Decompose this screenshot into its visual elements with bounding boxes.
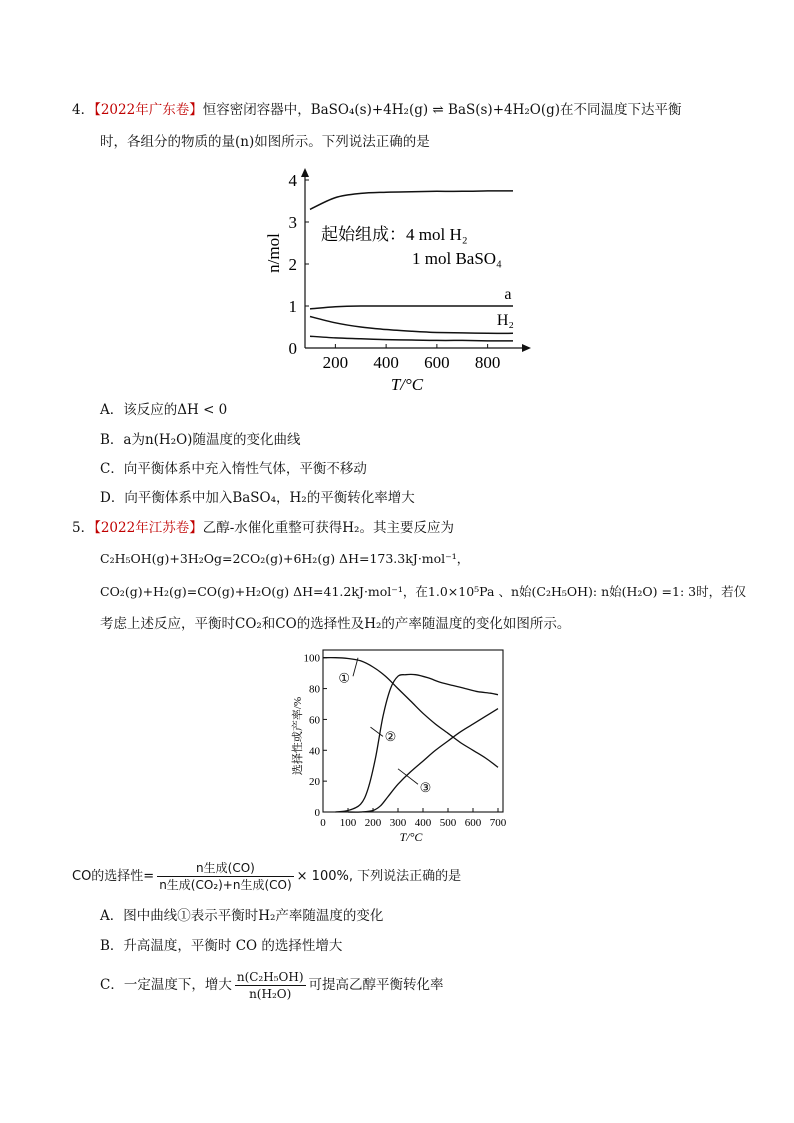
q5-option-b (100, 936, 342, 956)
series-line-bottom (310, 336, 513, 341)
x-tick-label: 400 (414, 817, 432, 829)
q4-option-b (100, 430, 300, 450)
y-axis-label: n/mol (264, 233, 283, 273)
x-tick-label: 400 (373, 353, 399, 372)
q4-line1 (72, 100, 682, 120)
x-tick-label: 800 (474, 353, 501, 372)
series-label-h2: H₂ (496, 311, 514, 329)
series-line-top (310, 191, 513, 210)
y-tick-label: 3 (288, 213, 297, 232)
series-label-3: ③ (419, 779, 432, 795)
series-label-a: a (504, 285, 512, 303)
y-tick-label: 4 (288, 171, 297, 190)
q5-chart (285, 645, 515, 845)
q5-eq2-line (100, 582, 746, 602)
x-axis-arrow (522, 344, 531, 352)
q5-option-c-text-b: 可提高乙醇平衡转化率 (308, 977, 444, 993)
q5-line1 (72, 518, 454, 538)
x-tick-label: 300 (389, 817, 407, 829)
q5-option-c-label: C． (100, 977, 124, 993)
q5-selectivity-prefix: CO的选择性= (72, 869, 155, 884)
q4-option-c-text: 向平衡体系中充入惰性气体，平衡不移动 (123, 461, 367, 477)
q4-option-a-text: 该反应的ΔH < 0 (123, 402, 228, 418)
q5-eq2: CO₂(g)+H₂(g)=CO(g)+H₂O(g) ΔH=41.2kJ·mol⁻¹ (100, 584, 403, 599)
q4-source: 【2022年广东卷】 (94, 102, 203, 118)
q5-stem: 乙醇-水催化重整可获得H₂。其主要反应为 (202, 520, 454, 536)
annotation-line2: 1 mol BaSO₄ (412, 249, 502, 268)
q5-frac-num: n生成(CO) (157, 860, 293, 877)
q5-option-a-label: A． (100, 908, 124, 924)
q5-frac-den: n生成(CO₂)+n生成(CO) (159, 878, 292, 892)
y-tick-label: 0 (314, 807, 320, 819)
q4-option-d-label: D． (100, 490, 125, 506)
q5-number: 5． (72, 520, 95, 536)
q4-stem-a: 恒容密闭容器中， (202, 102, 311, 118)
q5-option-c-fraction (235, 969, 306, 1002)
q4-option-a (100, 400, 227, 420)
q4-option-c (100, 459, 367, 479)
q4-stem-b: 在不同温度下达平衡 (560, 102, 682, 118)
q5-selectivity-fraction (157, 860, 293, 893)
q4-option-c-label: C． (100, 461, 124, 477)
q5-option-c-frac-den: n(H₂O) (249, 987, 292, 1001)
series-line-H2 (310, 317, 513, 334)
series-line-a (310, 306, 513, 309)
x-axis-label: T/°C (390, 375, 424, 392)
y-tick-label: 20 (309, 776, 320, 789)
q5-option-b-label: B． (100, 938, 124, 954)
x-tick-label: 600 (424, 353, 450, 372)
q4-number: 4． (72, 102, 95, 118)
y-axis-label: 选择性或产率/% (292, 696, 304, 776)
y-tick-label: 1 (288, 297, 297, 316)
q4-reaction: BaSO₄(s)+4H₂(g) ⇌ BaS(s)+4H₂O(g) (310, 102, 561, 118)
q4-option-d (100, 488, 415, 508)
y-tick-label: 40 (309, 745, 320, 758)
y-tick-label: 100 (303, 652, 320, 665)
x-tick-label: 200 (322, 353, 349, 372)
q5-source: 【2022年江苏卷】 (94, 520, 203, 536)
annotation-line1: 起始组成：4 mol H₂ (321, 225, 468, 244)
q4-option-d-text: 向平衡体系中加入BaSO₄，H₂的平衡转化率增大 (124, 490, 415, 506)
y-tick-label: 0 (288, 339, 297, 358)
q5-selectivity-suffix: × 100%, 下列说法正确的是 (296, 869, 462, 884)
q4-stem-line2: 时，各组分的物质的量(n)如图所示。下列说法正确的是 (100, 134, 430, 150)
y-axis-arrow (301, 168, 309, 177)
q5-option-c (100, 966, 444, 1004)
q5-option-c-frac-num: n(C₂H₅OH) (236, 970, 304, 984)
series-label-1: ① (338, 670, 351, 686)
q5-option-b-text: 升高温度，平衡时 CO 的选择性增大 (123, 938, 343, 954)
x-tick-label: 600 (464, 817, 482, 829)
q4-option-b-text: a为n(H₂O)随温度的变化曲线 (123, 432, 301, 448)
series-line-② (336, 674, 499, 812)
y-tick-label: 60 (309, 714, 320, 727)
q4-option-a-label: A． (100, 402, 124, 418)
x-tick-label: 0 (320, 817, 326, 829)
q5-line-after: 考虑上述反应，平衡时CO₂和CO的选择性及H₂的产率随温度的变化如图所示。 (100, 616, 571, 632)
q5-option-c-text-a: 一定温度下，增大 (123, 977, 232, 993)
q4-option-b-label: B． (100, 432, 124, 448)
q4-chart-labels (264, 171, 514, 392)
x-tick-label: 200 (364, 817, 382, 829)
x-tick-label: 500 (439, 817, 457, 829)
y-tick-label: 80 (309, 683, 320, 696)
x-axis-label: T/°C (399, 830, 423, 844)
x-tick-label: 100 (339, 817, 357, 829)
q5-selectivity-line (72, 858, 461, 896)
series-line-③ (348, 709, 498, 813)
y-tick-label: 2 (288, 255, 297, 274)
x-tick-label: 700 (489, 817, 507, 829)
q5-option-a-text: 图中曲线①表示平衡时H₂产率随温度的变化 (123, 908, 384, 924)
q4-chart (255, 160, 555, 392)
q5-eq1: C₂H₅OH(g)+3H₂Og=2CO₂(g)+6H₂(g) ΔH=173.3kJ·mol⁻¹， (100, 551, 470, 566)
q5-option-a (100, 906, 383, 926)
series-label-2: ② (384, 729, 397, 745)
q5-cond: ，在1.0×10⁵Pa 、n始(C₂H₅OH): n始(H₂O) =1: 3时，若仅 (402, 584, 747, 599)
